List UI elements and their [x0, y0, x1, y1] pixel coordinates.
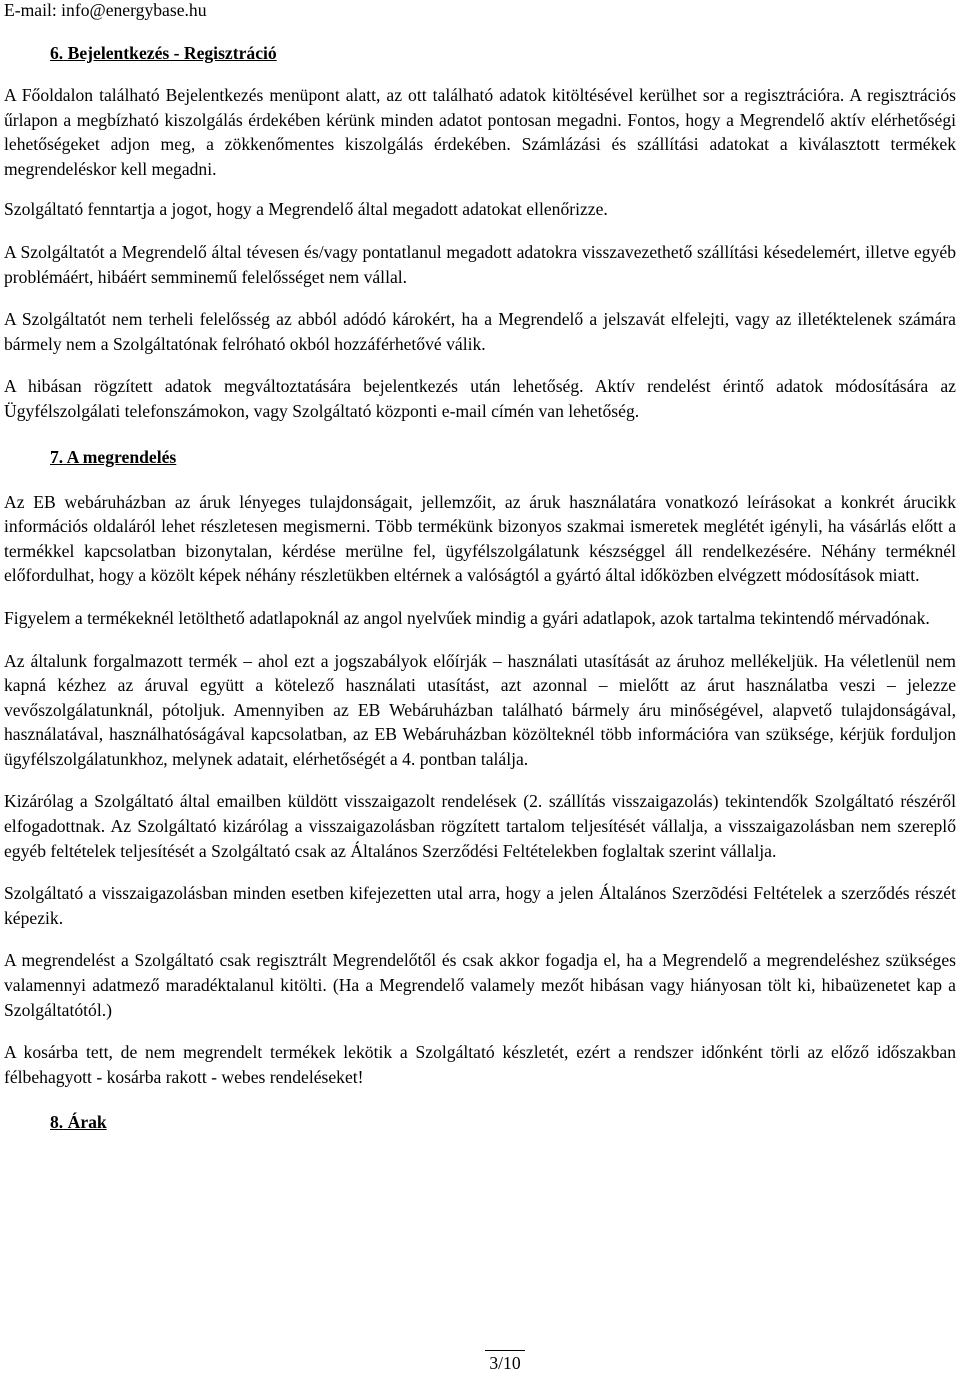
- section-8-number: 8.: [50, 1112, 64, 1133]
- section-8-title: Árak: [67, 1112, 107, 1133]
- email-line: E-mail: info@energybase.hu: [4, 0, 207, 20]
- document-page: [4, 0, 956, 1135]
- section-6-paragraph-5: A hibásan rögzített adatok megváltoztatására bejelentkezés után lehetőség. Aktív rendelést érintő adatok módosítására az Ügyfélszolgálati telefonszámokon, vagy Szolgáltató központi e-mail címén van lehetőség.: [4, 376, 956, 421]
- page-number: 3/10: [485, 1350, 524, 1376]
- section-6-paragraph-4: A Szolgáltatót nem terheli felelősség az abból adódó károkért, ha a Megrendelő a jelszavát elfelejti, vagy az illetéktelenek számára bármely nem a Szolgáltatónak felróható okból hozzáférhetővé válik.: [4, 309, 956, 354]
- section-6-paragraph-3: A Szolgáltatót a Megrendelő által tévesen és/vagy pontatlanul megadott adatokra visszavezethető szállítási késedelemért, illetve egyéb problémáért, hibáért semminemű felelősséget nem vállal.: [4, 241, 956, 287]
- section-8-heading: [4, 1109, 956, 1135]
- section-7-paragraph-3: Az általunk forgalmazott termék – ahol ezt a jogszabályok előírják – használati utasítását az áruhoz mellékeljük. Ha véletlenül nem kapná kézhez az áruval együtt a kötelező használati utasítást, azt azonnal – mielőtt az árut használatba veszi – jelezze vevőszolgálatunknál, pótoljuk. Amennyiben az EB Webáruházban található bármely áru minőségével, alapvető tulajdonságával, használatával, használhatóságával kapcsolatban, az EB Webáruházban közölteknél több információra van szüksége, kérjük forduljon ügyfélszolgálatunkhoz, melynek adatait, elérhetőségét a 4. pontban találja.: [4, 650, 956, 769]
- section-7-heading: [4, 444, 956, 470]
- section-7-title: A megrendelés: [66, 446, 177, 467]
- section-7-paragraph-1: Az EB webáruházban az áruk lényeges tulajdonságait, jellemzőit, az áruk használatára vonatkozó leírásokat a konkrét árucikk információs oldaláról lehet részletesen megismerni. Több termékünk bizonyos szakmai ismeretek meglétét igényli, ha vásárlás előtt a termékkel kapcsolatban bizonytalan, kérdése merülne fel, ügyfélszolgálatunk készséggel áll rendelkezésére. Néhány terméknél előfordulhat, hogy a közölt képek néhány részletükben eltérnek a valóságtól a gyártó által időközben elvégzett módosítások miatt.: [4, 491, 956, 586]
- section-6-paragraph-2: Szolgáltató fenntartja a jogot, hogy a Megrendelő által megadott adatokat ellenőrizze.: [4, 199, 608, 220]
- section-6-number: 6.: [50, 43, 64, 63]
- section-7-paragraph-7: A kosárba tett, de nem megrendelt termékek lekötik a Szolgáltató készletét, ezért a rendszer időnként törli az előző időszakban félbehagyott - kosárba rakott - webes rendeléseket!: [4, 1042, 956, 1087]
- section-6-title: Bejelentkezés - Regisztráció: [67, 43, 277, 63]
- section-7-paragraph-5: Szolgáltató a visszaigazolásban minden esetben kifejezetten utal arra, hogy a jelen Általános Szerzõdési Feltételek a szerződés részét képezik.: [4, 883, 956, 928]
- section-6-heading: [4, 40, 956, 66]
- section-7-number: 7.: [50, 446, 64, 467]
- section-7-paragraph-2: Figyelem a termékeknél letölthető adatlapoknál az angol nyelvűek mindig a gyári adatlapok, azok tartalma tekintendő mérvadónak.: [4, 607, 930, 628]
- section-7-paragraph-4: Kizárólag a Szolgáltató által emailben küldött visszaigazolt rendelések (2. szállítás visszaigazolás) tekintendők Szolgáltató részéről elfogadottnak. Az Szolgáltató kizárólag a visszaigazolásban rögzített tartalom teljesítését vállalja, a visszaigazolásban nem szereplő egyéb feltételek teljesítését a Szolgáltató csak az Általános Szerződési Feltételekben foglaltak szerint vállalja.: [4, 791, 956, 861]
- section-6-paragraph-1: A Főoldalon található Bejelentkezés menüpont alatt, az ott található adatok kitöltésével kerülhet sor a regisztrációra. A regisztrációs űrlapon a megbízható kiszolgálás érdekében kérünk minden adatot pontosan megadni. Fontos, hogy a Megrendelő aktív elérhetőségi lehetőségeket adjon meg, a zökkenőmentes kiszolgálás érdekében. Számlázási és szállítási adatokat a kiválasztott termékek megrendeléskor kell megadni.: [4, 85, 956, 179]
- section-7-paragraph-6: A megrendelést a Szolgáltató csak regisztrált Megrendelőtől és csak akkor fogadja el, ha a Megrendelő a megrendeléshez szükséges valamennyi adatmező maradéktalanul kitölti. (Ha a Megrendelő valamely mezőt hibásan vagy hiányosan tölt ki, hibaüzenetet kap a Szolgáltatótól.): [4, 950, 956, 1020]
